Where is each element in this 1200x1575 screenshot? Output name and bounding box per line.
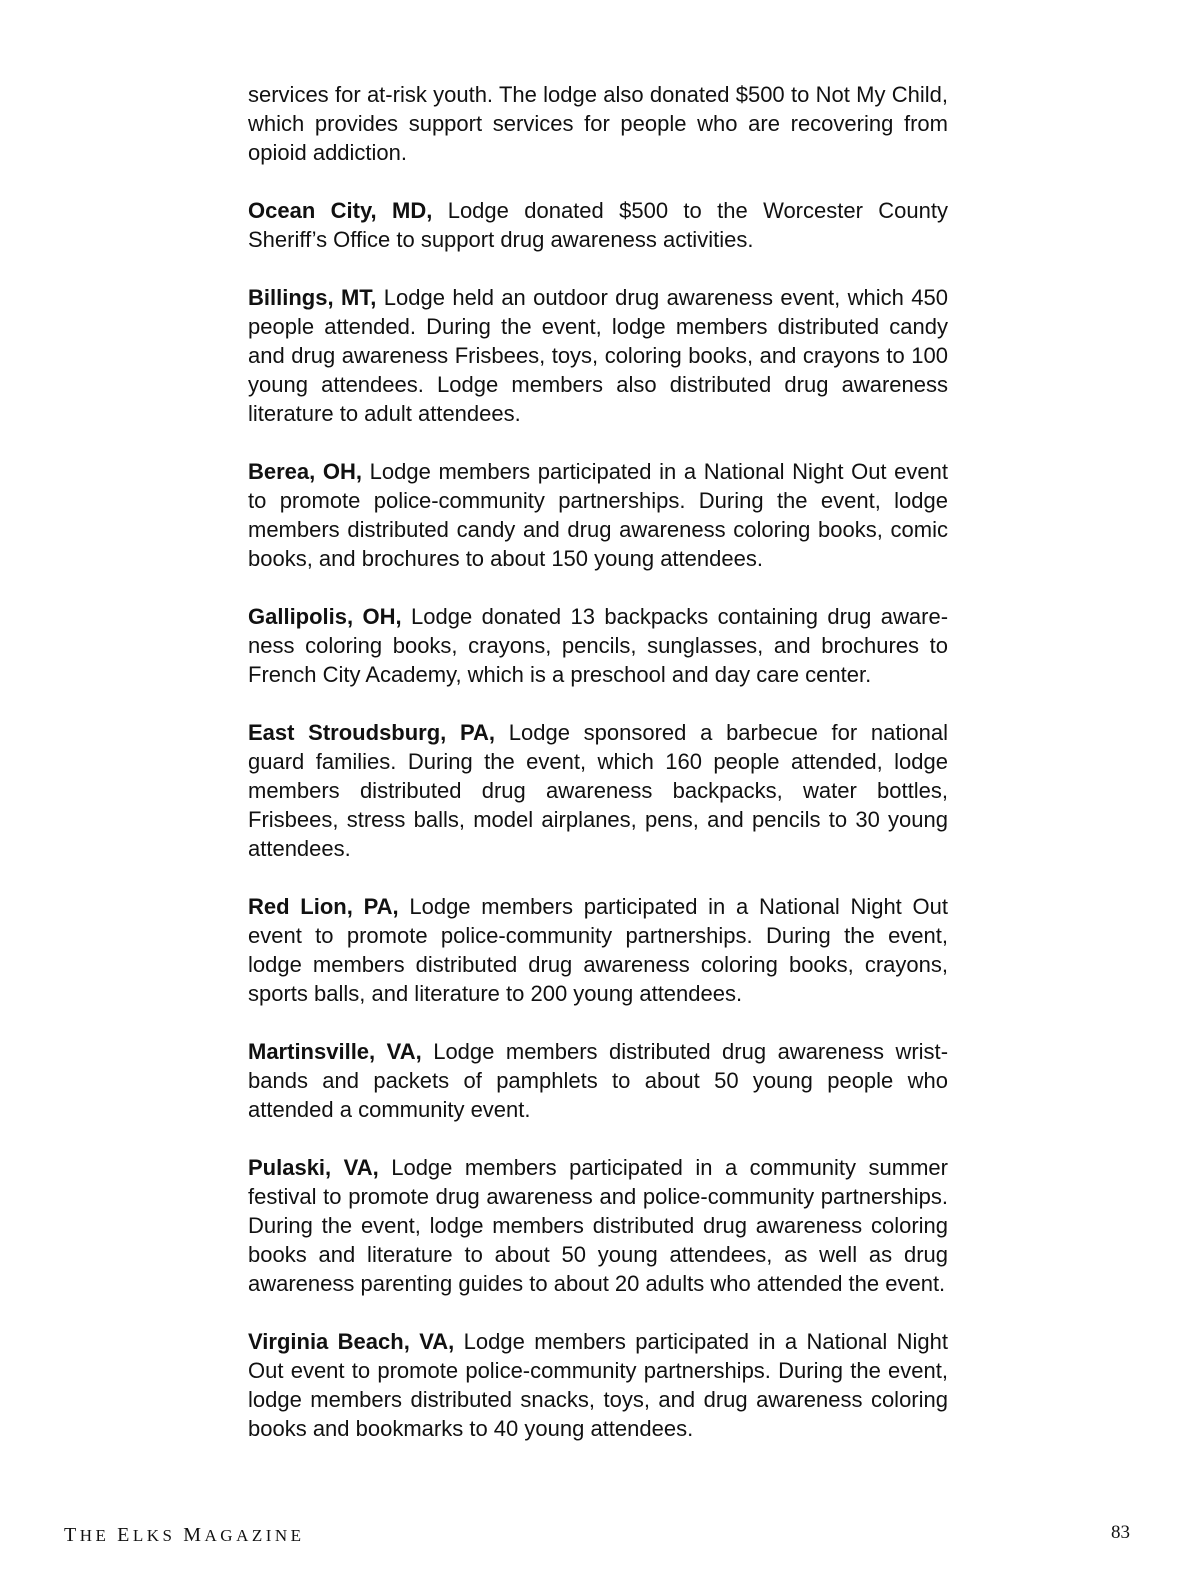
entry-text: Lodge held an outdoor drug awareness event, which 450 people attended. During the event, lodge members distributed candy and drug awareness Frisbees, toys, coloring books, and crayons to 100 young attendees. Lodge members also distributed drug awareness literature to adult attendees. — [248, 285, 948, 426]
entry-paragraph — [248, 892, 948, 1008]
entry-text: Lodge members participated in a National Night Out event to promote police-community partnerships. During the event, lodge members distributed candy and drug awareness coloring books, comic books, and brochures to about 150 young attendees. — [248, 459, 948, 571]
entry-paragraph — [248, 283, 948, 428]
entry-paragraph — [248, 457, 948, 573]
entry-paragraph — [248, 1327, 948, 1443]
page-number: 83 — [1111, 1522, 1130, 1543]
entry-paragraph — [248, 1037, 948, 1124]
entry-location: Red Lion, PA, — [248, 894, 399, 919]
entry-location: Ocean City, MD, — [248, 198, 433, 223]
entry-location: Martinsville, VA, — [248, 1039, 422, 1064]
entry-text: Lodge members participated in a National Night Out event to promote police-community partnerships. During the event, lodge members distributed snacks, toys, and drug awareness coloring books and bookmarks to 40 young attendees. — [248, 1329, 948, 1441]
entry-location: East Stroudsburg, PA, — [248, 720, 496, 745]
entry-paragraph — [248, 718, 948, 863]
entry-location: Pulaski, VA, — [248, 1155, 379, 1180]
entry-location: Virginia Beach, VA, — [248, 1329, 455, 1354]
intro-paragraph: services for at-risk youth. The lodge also donated $500 to Not My Child, which provides support services for people who are recovering from opioid addiction. — [248, 82, 948, 165]
magazine-title: THE ELKS MAGAZINE — [64, 1524, 305, 1546]
entry-paragraph — [248, 602, 948, 689]
entry-text: Lodge sponsored a barbecue for national guard families. During the event, which 160 people attended, lodge members distributed drug awareness backpacks, water bottles, Frisbees, stress balls, model airplanes, pens, and pencils to 30 young attendees. — [248, 720, 948, 861]
entry-text: Lodge donated 13 backpacks containing drug awareness coloring books, crayons, pencils, sunglasses, and brochures to French City Academy, which is a preschool and day care center. — [248, 604, 949, 687]
entry-text: Lodge members participated in a community summer festival to promote drug awareness and police-community partnerships. During the event, lodge members distributed drug awareness coloring books and literature to about 50 young attendees, as well as drug awareness parenting guides to about 20 adults who attended the event. — [248, 1155, 948, 1296]
entry-location: Gallipolis, OH, — [248, 604, 402, 629]
entry-paragraph — [248, 196, 948, 254]
entry-location: Billings, MT, — [248, 285, 377, 310]
article-body — [248, 80, 948, 1443]
entry-location: Berea, OH, — [248, 459, 363, 484]
entry-text: Lodge members distributed drug awareness wristbands and packets of pamphlets to about 50 young people who attended a community event. — [248, 1039, 949, 1122]
entry-text: Lodge members participated in a National Night Out event to promote police-community partnerships. During the event, lodge members distributed drug awareness coloring books, crayons, sports balls, and literature to 200 young attendees. — [248, 894, 948, 1006]
entry-paragraph — [248, 1153, 948, 1298]
entry-text: Lodge donated $500 to the Worcester County Sheriff’s Office to support drug awareness activities. — [248, 198, 948, 252]
